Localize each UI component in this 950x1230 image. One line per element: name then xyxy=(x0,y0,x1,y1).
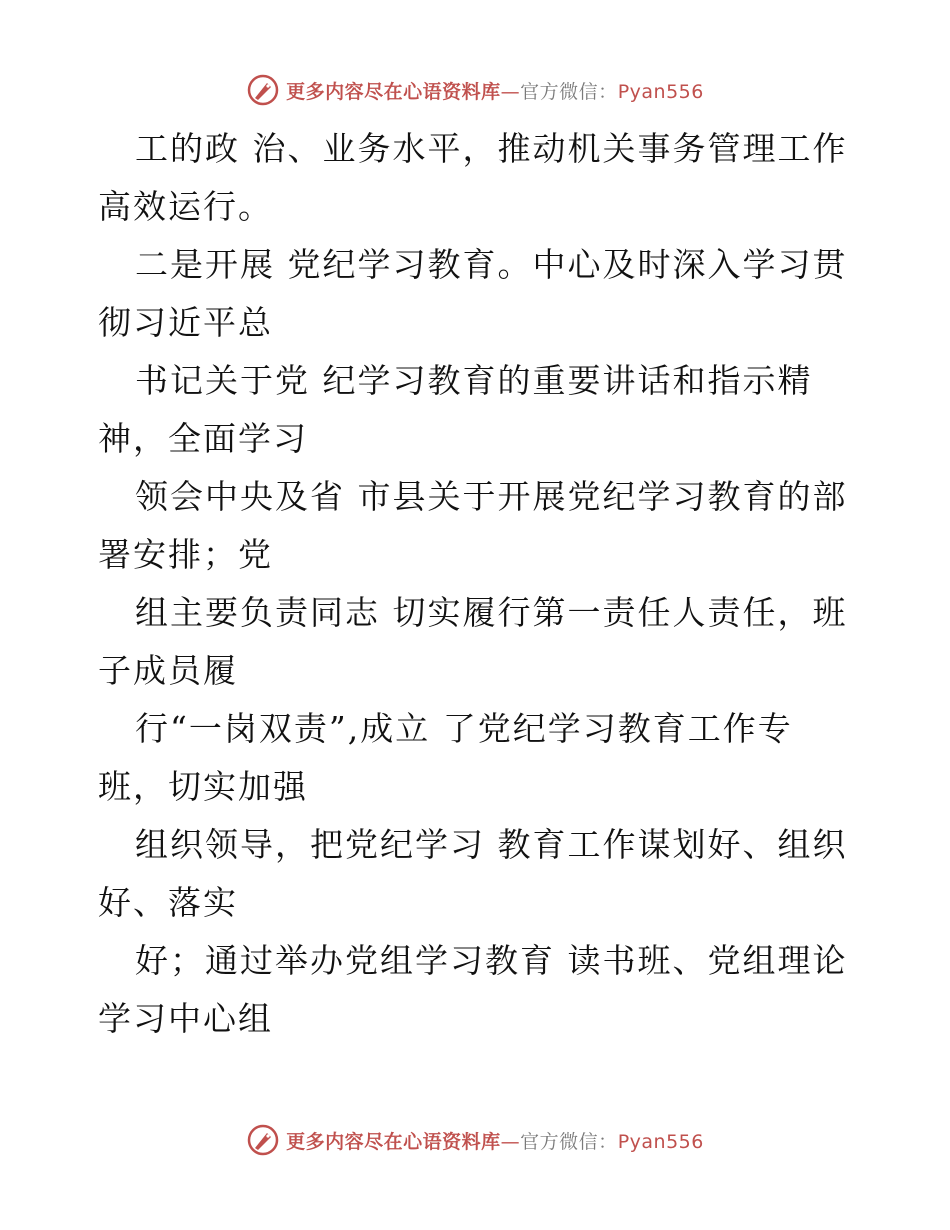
pen-nib-logo-icon xyxy=(246,1123,280,1157)
text-line: 好；通过举办党组学习教育 读书班、党组理论 xyxy=(135,941,848,980)
text-line: 领会中央及省 市县关于开展党纪学习教育的部 xyxy=(135,477,848,516)
watermark-wechat-id: Pyan556 xyxy=(617,80,704,103)
text-line: 高效运行。 xyxy=(98,187,273,226)
header-watermark xyxy=(0,70,950,110)
text-line: 署安排；党 xyxy=(98,535,273,574)
watermark-main: 更多内容尽在心语资料库 xyxy=(286,1130,501,1153)
watermark-wechat-label: 官方微信： xyxy=(520,80,618,103)
watermark-wechat-label: 官方微信： xyxy=(520,1130,618,1153)
text-line: 神，全面学习 xyxy=(98,419,308,458)
watermark-text xyxy=(286,77,704,104)
text-line: 学习中心组 xyxy=(98,999,273,1038)
text-line: 书记关于党 纪学习教育的重要讲话和指示精 xyxy=(135,361,813,400)
document-body xyxy=(98,120,848,1048)
footer-watermark xyxy=(0,1120,950,1160)
text-line: 行“一岗双责”,成立 了党纪学习教育工作专 xyxy=(135,709,793,748)
watermark-dash: — xyxy=(500,80,521,103)
watermark-main: 更多内容尽在心语资料库 xyxy=(286,80,501,103)
text-line: 组织领导，把党纪学习 教育工作谋划好、组织 xyxy=(135,825,848,864)
text-line: 彻习近平总 xyxy=(98,303,273,342)
pen-nib-logo-icon xyxy=(246,73,280,107)
watermark-wechat-id: Pyan556 xyxy=(617,1130,704,1153)
text-line: 二是开展 党纪学习教育。中心及时深入学习贯 xyxy=(135,245,848,284)
text-line: 工的政 治、业务水平，推动机关事务管理工作 xyxy=(135,129,848,168)
text-line: 组主要负责同志 切实履行第一责任人责任，班 xyxy=(135,593,848,632)
watermark-text xyxy=(286,1127,704,1154)
text-line: 好、落实 xyxy=(98,883,238,922)
text-line: 班，切实加强 xyxy=(98,767,308,806)
text-line: 子成员履 xyxy=(98,651,238,690)
watermark-dash: — xyxy=(500,1130,521,1153)
